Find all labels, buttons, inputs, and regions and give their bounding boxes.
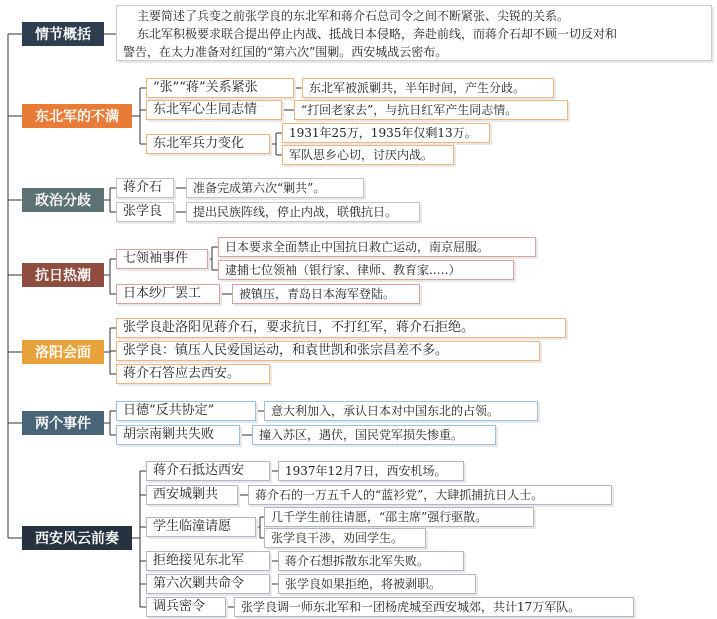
leaf-politics-1-0: 提出民族阵线，停止内战，联俄抗日。 — [186, 202, 420, 222]
leaf-antijapan-0-1: 逮捕七位领袖（银行家、律师、教育家..…） — [218, 260, 514, 280]
branch-xian-vert — [132, 471, 140, 607]
leaf-antijapan-1-0: 被镇压，青岛日本海军登陆。 — [232, 284, 420, 304]
category-summary: 情节概括 — [22, 22, 104, 46]
node-comrade-feeling: 东北军心生同志情 — [146, 100, 282, 120]
luoyang-item-1: 张学良赴洛阳见蒋介石，要求抗日，不打红军，蒋介石拒绝。 — [116, 318, 566, 338]
category-dongbei: 东北军的不满 — [22, 104, 132, 128]
node-secret-troop-order: 调兵密令 — [146, 597, 226, 617]
node-xian-suppression: 西安城剿共 — [146, 485, 238, 505]
summary-text-box — [116, 5, 712, 61]
leaf-xian-4-0: 张学良如果拒绝，将被剥职。 — [278, 574, 476, 594]
category-luoyang: 洛阳会面 — [22, 340, 104, 364]
leaf-xian-5-0: 张学良调一师东北军和一团杨虎城至西安城郊，共计17万军队。 — [234, 597, 634, 617]
node-zhang: 张学良 — [116, 202, 174, 222]
link-a0 — [208, 247, 218, 270]
leaf-dongbei-1-0: “打回老家去”，与抗日红军产生同志情。 — [294, 100, 568, 120]
category-two-events: 两个事件 — [22, 411, 104, 435]
summary-line-1: 主要简述了兵变之前张学良的东北军和蒋介石总司令之间不断紧张、尖锐的关系。 — [137, 9, 570, 23]
link-d2 — [270, 133, 282, 155]
leaf-xian-1-0: 蒋介石的一万五千人的“蓝衫党”，大肆抓捕抗日人士。 — [248, 485, 612, 505]
node-refuse-meet-army: 拒绝接见东北军 — [146, 551, 270, 571]
category-politics: 政治分歧 — [22, 188, 104, 212]
leaf-events-1-0: 撞入苏区，遇伏，国民党军损失惨重。 — [252, 425, 496, 445]
category-anti-japan: 抗日热潮 — [22, 263, 104, 287]
leaf-politics-0-0: 准备完成第六次“剿共”。 — [186, 178, 364, 198]
leaf-xian-0-0: 1937年12月7日，西安机场。 — [278, 461, 464, 481]
node-force-change: 东北军兵力变化 — [146, 134, 270, 154]
node-mill-strike: 日本纱厂罢工 — [116, 284, 220, 304]
node-zhang-jiang-tension: “张”“蒋”关系紧张 — [146, 78, 294, 98]
link-x2 — [256, 517, 264, 538]
branch-luoyang — [104, 328, 116, 374]
leaf-xian-2-0: 几千学生前往请愿，“邵主席”强行驱散。 — [264, 507, 534, 527]
node-chiang-arrives: 蒋介石抵达西安 — [146, 461, 270, 481]
leaf-antijapan-0-0: 日本要求全面禁止中国抗日救亡运动，南京屈服。 — [218, 237, 536, 257]
category-xian-prelude: 西安风云前奏 — [22, 526, 132, 550]
node-hu-zongnan-defeat: 胡宗南剿共失败 — [116, 425, 240, 445]
summary-line-3: 警告，在太力准备对红国的“第六次”围剿。西安城战云密布。 — [123, 45, 448, 59]
branch-dongbei — [132, 88, 146, 144]
node-sixth-campaign-order: 第六次剿共命令 — [146, 574, 270, 594]
leaf-xian-2-1: 张学良干涉，劝回学生。 — [264, 528, 426, 548]
luoyang-item-2: 张学良：镇压人民爱国运动，和袁世凯和张宗昌差不多。 — [116, 341, 540, 361]
leaf-events-0-0: 意大利加入，承认日本对中国东北的占领。 — [264, 401, 538, 421]
leaf-dongbei-2-0: 1931年25万，1935年仅剩13万。 — [282, 123, 490, 143]
branch-politics — [104, 188, 116, 212]
leaf-dongbei-0-0: 东北军被派剿共，半年时间，产生分歧。 — [302, 78, 554, 98]
node-anti-comintern-pact: 日德“反共协定” — [116, 401, 256, 421]
node-student-petition: 学生临潼请愿 — [146, 517, 256, 537]
node-chiang: 蒋介石 — [116, 178, 174, 198]
leaf-dongbei-2-1: 军队思乡心切，讨厌内战。 — [282, 145, 454, 165]
leaf-xian-3-0: 蒋介石想拆散东北军失败。 — [278, 551, 464, 571]
summary-line-2: 东北军积极要求联合提出停止内战、抵战日本侵略，奔赴前线，而蒋介石却不顾一切反对和 — [137, 27, 618, 41]
branch-antijapan — [104, 259, 116, 294]
node-seven-leaders: 七领袖事件 — [116, 249, 208, 269]
branch-events — [104, 411, 116, 435]
luoyang-item-3: 蒋介石答应去西安。 — [116, 364, 270, 384]
